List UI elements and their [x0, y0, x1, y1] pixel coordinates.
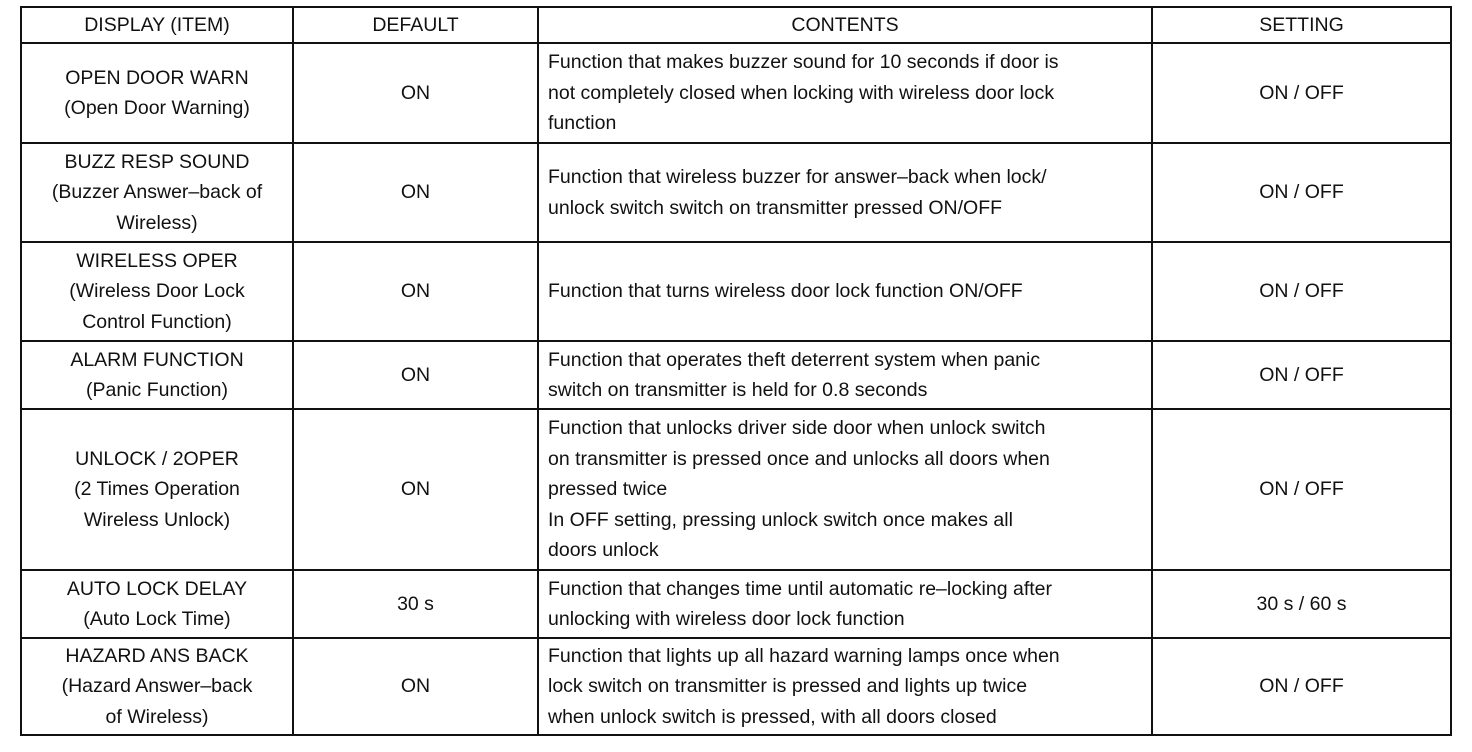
contents-line: function — [548, 112, 617, 135]
header-contents: CONTENTS — [538, 7, 1152, 43]
default-value: 30 s — [293, 570, 538, 638]
contents-cell — [538, 341, 1152, 409]
item-cell — [21, 242, 293, 341]
item-description: Wireless) — [116, 211, 198, 234]
item-cell — [21, 570, 293, 638]
header-display-item: DISPLAY (ITEM) — [21, 7, 293, 43]
default-value: ON — [293, 409, 538, 570]
default-value: ON — [293, 143, 538, 242]
contents-line: Function that operates theft deterrent system when panic — [548, 348, 1041, 371]
item-cell — [21, 43, 293, 143]
item-description: (Open Door Warning) — [64, 97, 250, 119]
default-value: ON — [293, 638, 538, 735]
contents-cell — [538, 43, 1152, 143]
item-description: (Wireless Door Lock — [69, 280, 245, 303]
contents-line: Function that unlocks driver side door when unlock switch — [548, 417, 1046, 440]
contents-line: doors unlock — [548, 539, 659, 562]
item-name: ALARM FUNCTION — [70, 348, 244, 371]
item-cell — [21, 638, 293, 735]
contents-line: switch on transmitter is held for 0.8 seconds — [548, 379, 928, 401]
table-row-wireless-oper — [21, 242, 1451, 341]
item-description: of Wireless) — [105, 705, 209, 728]
contents-cell — [538, 143, 1152, 242]
item-name: WIRELESS OPER — [76, 249, 238, 272]
table-row-alarm-function — [21, 341, 1451, 409]
item-description: (Auto Lock Time) — [83, 608, 231, 630]
customize-settings-table — [20, 6, 1452, 736]
contents-line: Function that wireless buzzer for answer–back when lock/ — [548, 166, 1047, 188]
table-row-auto-lock-delay — [21, 570, 1451, 638]
setting-value: ON / OFF — [1152, 341, 1451, 409]
table-row-hazard-ans-back — [21, 638, 1451, 735]
contents-line: lock switch on transmitter is pressed and lights up twice — [548, 675, 1028, 698]
item-description: (2 Times Operation — [74, 478, 240, 501]
default-value: ON — [293, 341, 538, 409]
setting-value: ON / OFF — [1152, 143, 1451, 242]
header-setting: SETTING — [1152, 7, 1451, 43]
contents-line: unlocking with wireless door lock function — [548, 608, 905, 630]
header-row — [21, 7, 1451, 43]
item-name: HAZARD ANS BACK — [65, 644, 249, 667]
item-name: AUTO LOCK DELAY — [66, 577, 248, 600]
header-default: DEFAULT — [293, 7, 538, 43]
default-value: ON — [293, 43, 538, 143]
default-value: ON — [293, 242, 538, 341]
contents-cell — [538, 242, 1152, 341]
table-row-unlock-2oper — [21, 409, 1451, 570]
item-description: (Panic Function) — [86, 379, 228, 401]
item-description: Wireless Unlock) — [83, 508, 231, 531]
item-cell — [21, 143, 293, 242]
contents-line: on transmitter is pressed once and unlocks all doors when — [548, 447, 1050, 470]
item-description: Control Function) — [82, 310, 232, 333]
setting-value: 30 s / 60 s — [1152, 570, 1451, 638]
contents-line: In OFF setting, pressing unlock switch once makes all — [548, 508, 1013, 531]
contents-line: not completely closed when locking with wireless door lock — [548, 81, 1055, 104]
table-row-buzz-resp-sound — [21, 143, 1451, 242]
contents-line: Function that turns wireless door lock function ON/OFF — [548, 280, 1023, 303]
setting-value: ON / OFF — [1152, 409, 1451, 570]
item-cell — [21, 341, 293, 409]
table-row-open-door-warn — [21, 43, 1451, 143]
item-name: UNLOCK / 2OPER — [75, 447, 239, 470]
setting-value: ON / OFF — [1152, 242, 1451, 341]
contents-line: Function that changes time until automatic re–locking after — [548, 577, 1053, 600]
item-name: OPEN DOOR WARN — [65, 66, 249, 89]
contents-cell — [538, 409, 1152, 570]
setting-value: ON / OFF — [1152, 638, 1451, 735]
contents-line: unlock switch switch on transmitter pressed ON/OFF — [548, 196, 1003, 219]
item-name: BUZZ RESP SOUND — [64, 150, 250, 173]
item-description: (Buzzer Answer–back of — [51, 181, 263, 204]
contents-line: when unlock switch is pressed, with all doors closed — [548, 705, 997, 728]
setting-value: ON / OFF — [1152, 43, 1451, 143]
contents-line: Function that lights up all hazard warning lamps once when — [548, 644, 1060, 667]
contents-line: pressed twice — [548, 478, 668, 501]
contents-cell — [538, 570, 1152, 638]
item-description: (Hazard Answer–back — [61, 675, 253, 698]
item-cell — [21, 409, 293, 570]
contents-cell — [538, 638, 1152, 735]
contents-line: Function that makes buzzer sound for 10 seconds if door is — [548, 51, 1059, 74]
